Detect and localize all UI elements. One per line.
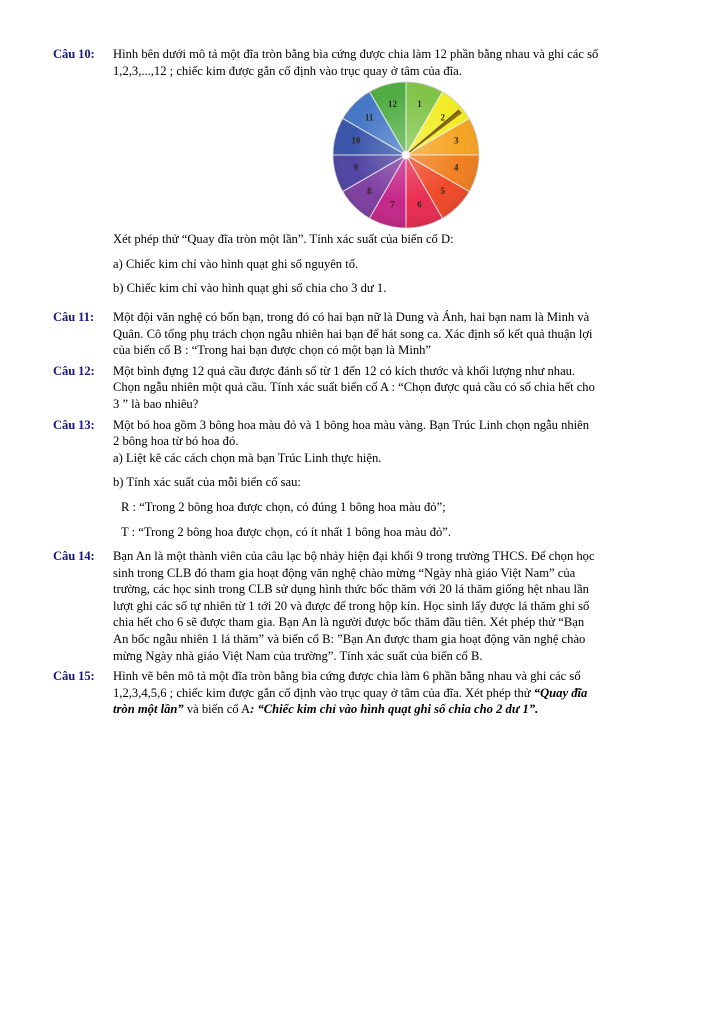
question-body-cau-11 bbox=[113, 309, 672, 359]
spinner-number-4: 4 bbox=[453, 162, 459, 173]
cau14-line-7: mừng Ngày nhà giáo Việt Nam của trường”. Tính xác suất của biến cố B. bbox=[113, 648, 483, 663]
question-block-cau-15 bbox=[53, 668, 672, 718]
cau14-line-5: chia hết cho 6 sẽ được tham gia. Bạn An là người được bốc thăm đầu tiên. Xét phép thử “Bạn bbox=[113, 615, 585, 630]
cau12-line-1: Một bình đựng 12 quả cầu được đánh số từ 1 đến 12 có kích thước và khối lượng như nhau. bbox=[113, 363, 576, 378]
cau15-line-3-mid: và biến cố A bbox=[183, 702, 251, 717]
cau10-probe-line: Xét phép thử “Quay đĩa tròn một lần”. Tính xác suất của biến cố D: bbox=[113, 232, 454, 247]
cau14-line-6: An bốc ngẫu nhiên 1 lá thăm” và biến cố B: ”Bạn An được tham gia hoạt động văn nghệ chào bbox=[113, 632, 586, 647]
cau13-event-r: R : “Trong 2 bông hoa được chọn, có đúng 1 bông hoa màu đỏ”; bbox=[121, 499, 446, 514]
spinner-number-8: 8 bbox=[366, 186, 372, 197]
question-block-cau-13 bbox=[53, 417, 672, 541]
cau13-event-t: T : “Trong 2 bông hoa được chọn, có ít nhất 1 bông hoa màu đỏ”. bbox=[121, 524, 452, 539]
cau15-line-2-emphasis: “Quay đĩa bbox=[533, 685, 588, 700]
spinner-number-1: 1 bbox=[417, 99, 422, 110]
cau12-line-3: 3 ” là bao nhiêu? bbox=[113, 396, 199, 411]
question-body-cau-10 bbox=[113, 46, 672, 79]
cau13-part-a: a) Liệt kê các cách chọn mà bạn Trúc Linh thực hiện. bbox=[113, 450, 382, 465]
spinner-number-9: 9 bbox=[353, 162, 359, 173]
cau15-line-2 bbox=[113, 685, 672, 702]
cau13-part-b: b) Tính xác suất của mỗi biến cố sau: bbox=[113, 475, 301, 490]
question-block-cau-10 bbox=[53, 46, 672, 79]
question-body-cau-12 bbox=[113, 363, 672, 413]
cau14-line-3: trường, các học sinh trong CLB sử dụng hình thức bốc thăm với 20 lá thăm giống hệt nhau lần bbox=[113, 582, 589, 597]
spinner-number-7: 7 bbox=[390, 199, 395, 210]
spinner-hub bbox=[402, 151, 410, 159]
question-label-cau-12: Câu 12: bbox=[53, 363, 95, 378]
cau15-line-3 bbox=[113, 701, 672, 718]
cau10-line-1: Hình bên dưới mô tả một đĩa tròn bằng bìa cứng được chia làm 12 phần bằng nhau và ghi các số bbox=[113, 47, 599, 61]
cau11-line-3: của biến cố B : “Trong hai bạn được chọn có một bạn là Minh” bbox=[113, 343, 431, 358]
spinner-number-11: 11 bbox=[364, 112, 374, 123]
cau15-line-3-emphasis-1: tròn một lần” bbox=[113, 702, 184, 717]
question-body-cau-13 bbox=[113, 417, 672, 541]
cau11-line-2: Quân. Cô tổng phụ trách chọn ngẫu nhiên hai bạn để hát song ca. Xác định số kết quả thuận lợi bbox=[113, 326, 593, 341]
question-block-cau-10-continued bbox=[53, 231, 672, 297]
question-block-cau-14 bbox=[53, 548, 672, 664]
cau14-line-4: lượt ghi các số tự nhiên từ 1 tới 20 và được để trong hộp kín. Học sinh lấy được lá thăm ghi số bbox=[113, 598, 590, 613]
cau11-line-1: Một đội văn nghệ có bốn bạn, trong đó có hai bạn nữ là Dung và Ánh, hai bạn nam là Minh và bbox=[113, 309, 590, 324]
spinner-number-5: 5 bbox=[440, 186, 446, 197]
spinner-wheel bbox=[327, 81, 485, 229]
cau15-line-3-emphasis-2: : “Chiếc kim chỉ vào hình quạt ghi số chia cho 2 dư 1”. bbox=[250, 702, 539, 717]
question-body-cau-15 bbox=[113, 668, 672, 718]
spinner-number-12: 12 bbox=[388, 99, 397, 110]
question-label-cau-14: Câu 14: bbox=[53, 549, 95, 564]
spinner-number-10: 10 bbox=[351, 135, 361, 146]
question-label-cau-11: Câu 11: bbox=[53, 309, 94, 324]
question-block-cau-12 bbox=[53, 363, 672, 413]
spinner-number-6: 6 bbox=[417, 199, 422, 210]
spinner-number-2: 2 bbox=[440, 112, 446, 123]
cau15-line-2-prefix: 1,2,3,4,5,6 ; chiếc kim được gắn cố định vào trục quay ở tâm của đĩa. Xét phép thử bbox=[113, 685, 534, 700]
cau14-line-2: sinh trong CLB đó tham gia hoạt động văn nghệ chào mừng “Ngày nhà giáo Việt Nam” của bbox=[113, 565, 576, 580]
cau10-part-a: a) Chiếc kim chỉ vào hình quạt ghi số nguyên tố. bbox=[113, 256, 359, 271]
spinner-number-3: 3 bbox=[453, 135, 459, 146]
question-label-cau-10: Câu 10: bbox=[53, 47, 95, 61]
question-label-cau-15: Câu 15: bbox=[53, 669, 95, 684]
question-label-cau-13: Câu 13: bbox=[53, 417, 95, 432]
cau15-line-1: Hình vẽ bên mô tả một đĩa tròn bằng bìa cứng được chia làm 6 phần bằng nhau và ghi các số bbox=[113, 669, 581, 684]
spinner-figure bbox=[0, 79, 725, 231]
cau13-line-1: Một bó hoa gồm 3 bông hoa màu đỏ và 1 bông hoa màu vàng. Bạn Trúc Linh chọn ngẫu nhiên bbox=[113, 417, 590, 432]
cau12-line-2: Chọn ngẫu nhiên một quả cầu. Tính xác suất biến cố A : “Chọn được quả cầu có số chia hết cho bbox=[113, 380, 595, 395]
cau10-line-2: 1,2,3,...,12 ; chiếc kim được gắn cố định vào trục quay ở tâm của đĩa. bbox=[113, 63, 462, 78]
cau14-line-1: Bạn An là một thành viên của câu lạc bộ nhảy hiện đại khối 9 trong trường THCS. Để chọn học bbox=[113, 549, 595, 564]
question-block-cau-11 bbox=[53, 309, 672, 359]
cau10-after-figure bbox=[113, 231, 672, 297]
question-body-cau-14 bbox=[113, 548, 672, 664]
cau13-line-2: 2 bông hoa từ bó hoa đó. bbox=[113, 434, 239, 449]
cau10-part-b: b) Chiếc kim chỉ vào hình quạt ghi số chia cho 3 dư 1. bbox=[113, 281, 387, 296]
